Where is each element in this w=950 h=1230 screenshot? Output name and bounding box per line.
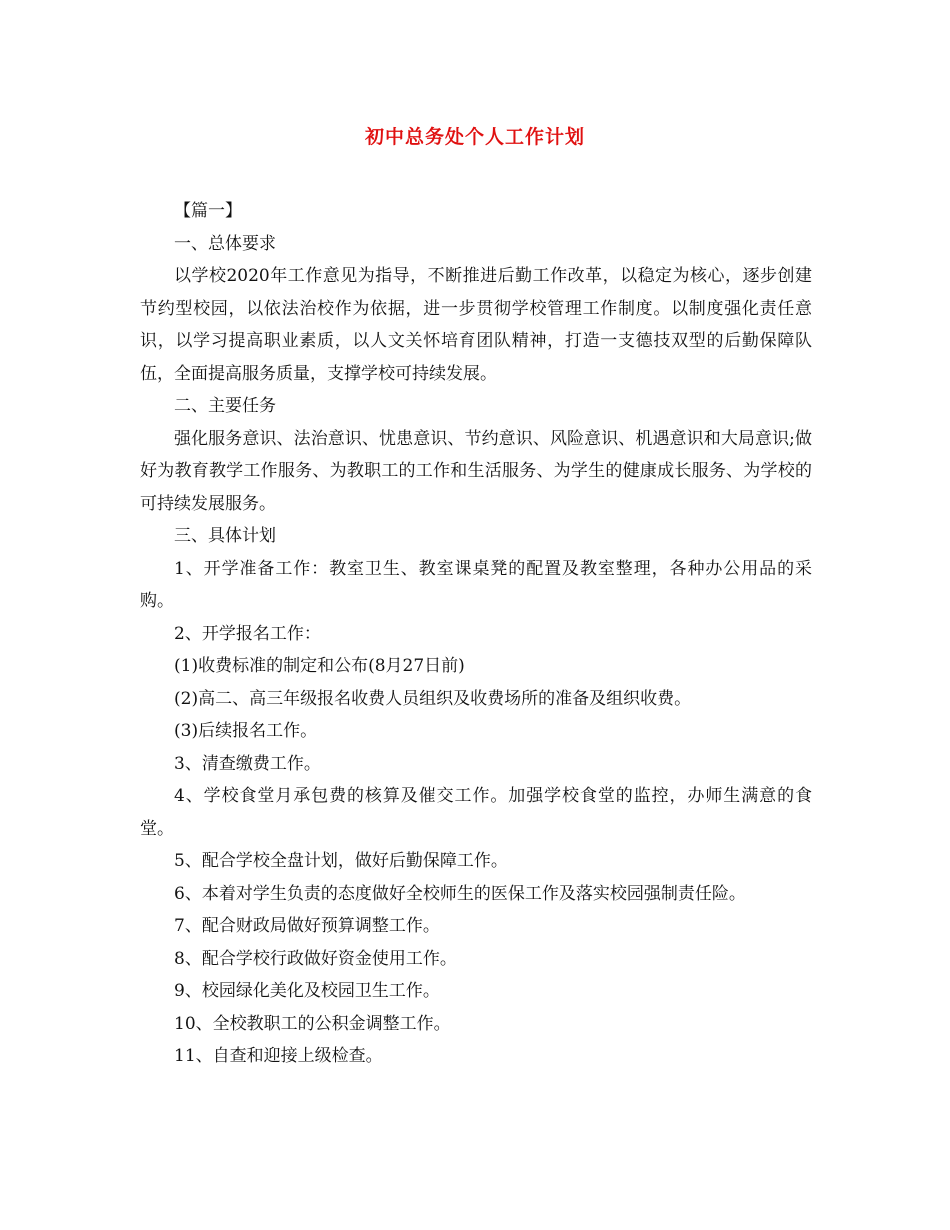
- plan-item-4: 4、学校食堂月承包费的核算及催交工作。加强学校食堂的监控，办师生满意的食堂。: [140, 786, 812, 839]
- document-body: [140, 195, 812, 1073]
- plan-subitem-2-2: (2)高二、高三年级报名收费人员组织及收费场所的准备及组织收费。: [174, 688, 692, 709]
- plan-item-9: 9、校园绿化美化及校园卫生工作。: [174, 981, 440, 1001]
- section-tag: 【篇一】: [174, 201, 242, 221]
- plan-item-3: 3、清查缴费工作。: [174, 753, 321, 774]
- heading-general-requirements: 一、总体要求: [174, 233, 276, 254]
- plan-item-7: 7、配合财政局做好预算调整工作。: [174, 916, 440, 936]
- paragraph-main-tasks: 强化服务意识、法治意识、忧患意识、节约意识、风险意识、机遇意识和大局意识;做好为教育教学工作服务、为教职工的工作和生活服务、为学生的健康成长服务、为学校的可持续发展服务。: [140, 428, 812, 514]
- plan-item-2: 2、开学报名工作：: [174, 623, 321, 644]
- plan-subitem-2-3: (3)后续报名工作。: [174, 721, 318, 741]
- heading-main-tasks: 二、主要任务: [174, 396, 276, 416]
- plan-item-1: 1、开学准备工作：教室卫生、教室课桌凳的配置及教室整理，各种办公用品的采购。: [140, 558, 812, 611]
- document-title: 初中总务处个人工作计划: [364, 126, 585, 148]
- plan-item-11: 11、自查和迎接上级检查。: [174, 1046, 383, 1066]
- plan-item-10: 10、全校教职工的公积金调整工作。: [174, 1013, 451, 1034]
- plan-item-8: 8、配合学校行政做好资金使用工作。: [174, 948, 457, 969]
- plan-item-5: 5、配合学校全盘计划，做好后勤保障工作。: [174, 851, 508, 871]
- heading-specific-plan: 三、具体计划: [174, 526, 276, 546]
- plan-item-6: 6、本着对学生负责的态度做好全校师生的医保工作及落实校园强制责任险。: [174, 883, 746, 904]
- plan-subitem-2-1: (1)收费标准的制定和公布(8月27日前): [174, 656, 465, 676]
- paragraph-general-requirements: 以学校2020年工作意见为指导，不断推进后勤工作改革，以稳定为核心，逐步创建节约型校园，以依法治校作为依据，进一步贯彻学校管理工作制度。以制度强化责任意识，以学习提高职业素质，以人文关怀培育团队精神，打造一支德技双型的后勤保障队伍，全面提高服务质量，支撑学校可持续发展。: [140, 266, 812, 384]
